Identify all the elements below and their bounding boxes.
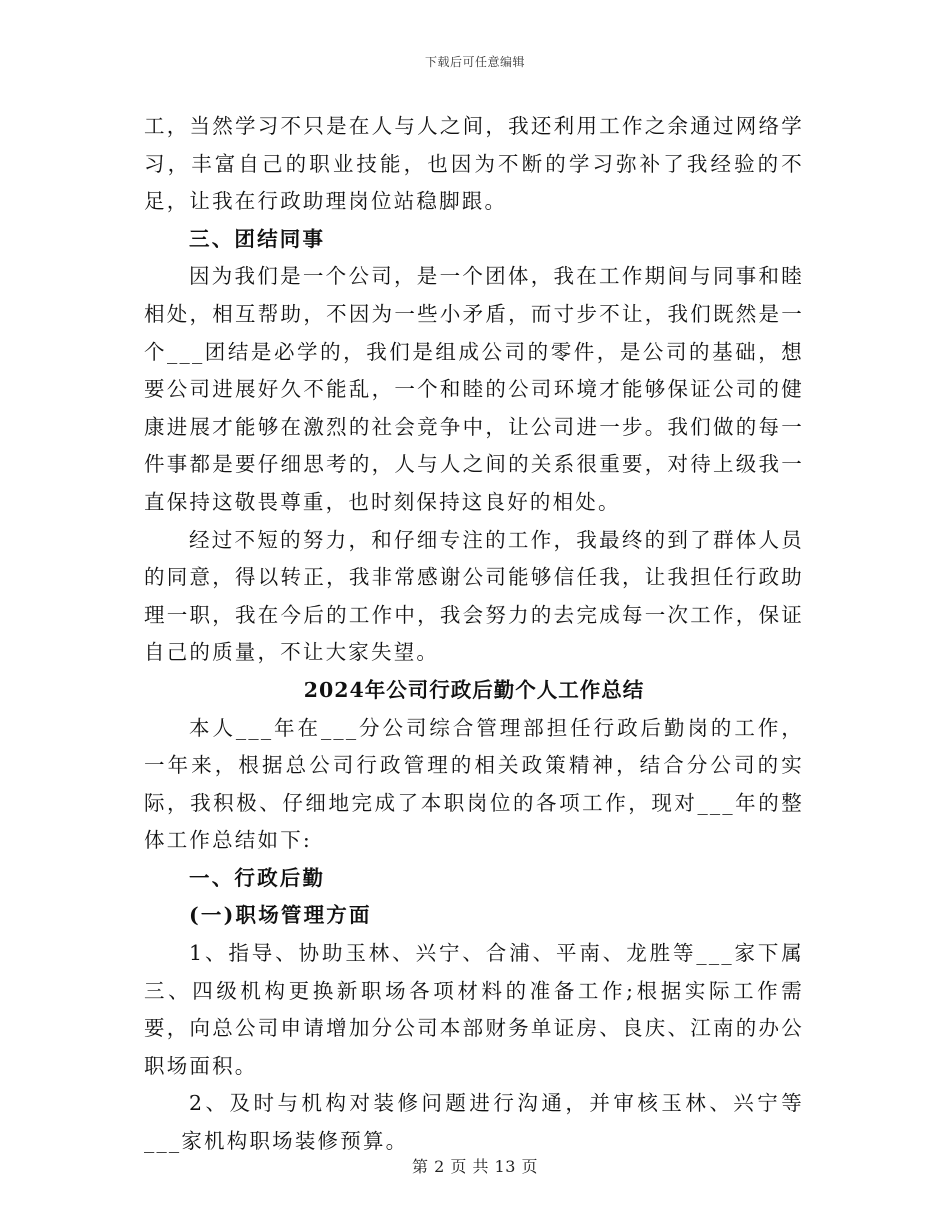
paragraph-continuation: 工，当然学习不只是在人与人之间，我还利用工作之余通过网络学习，丰富自己的职业技能，也因为不断的学习弥补了我经验的不足，让我在行政助理岗位站稳脚跟。 [144,114,804,214]
list-item-2: 2、及时与机构对装修问题进行沟通，并审核玉林、兴宁等___家机构职场装修预算。 [144,1091,804,1154]
paragraph-unity: 因为我们是一个公司，是一个团体，我在工作期间与同事和睦相处，相互帮助，不因为一些小矛盾，而寸步不让，我们既然是一个___团结是必学的，我们是组成公司的零件，是公司的基础，想要公司进展好久不能乱，一个和睦的公司环境才能够保证公司的健康进展才能够在激烈的社会竞争中，让公司进一步。我们做的每一件事都是要仔细思考的，人与人之间的关系很重要，对待上级我一直保持这敬畏尊重，也时刻保持这良好的相处。 [144,264,804,514]
document-title: 2024年公司行政后勤个人工作总结 [303,677,645,702]
paragraph-intro: 本人___年在___分公司综合管理部担任行政后勤岗的工作，一年来，根据总公司行政管理的相关政策精神，结合分公司的实际，我积极、仔细地完成了本职岗位的各项工作，现对___年的整体工作总结如下: [144,715,804,853]
header-note: 下载后可任意编辑 [424,55,525,69]
section-heading-unity: 三、团结同事 [189,226,326,251]
subsection-heading-office: (一)职场管理方面 [189,903,372,928]
paragraph-conclusion: 经过不短的努力，和仔细专注的工作，我最终的到了群体人员的同意，得以转正，我非常感谢公司能够信任我，让我担任行政助理一职，我在今后的工作中，我会努力的去完成每一次工作，保证自己的质量，不让大家失望。 [144,527,804,665]
list-item-1: 1、指导、协助玉林、兴宁、合浦、平南、龙胜等___家下属三、四级机构更换新职场各项材料的准备工作;根据实际工作需要，向总公司申请增加分公司本部财务单证房、良庆、江南的办公职场面积。 [144,941,804,1078]
section-heading-admin: 一、行政后勤 [189,865,326,890]
page-number: 第 2 页 共 13 页 [412,1157,538,1176]
document-body [144,108,804,1161]
